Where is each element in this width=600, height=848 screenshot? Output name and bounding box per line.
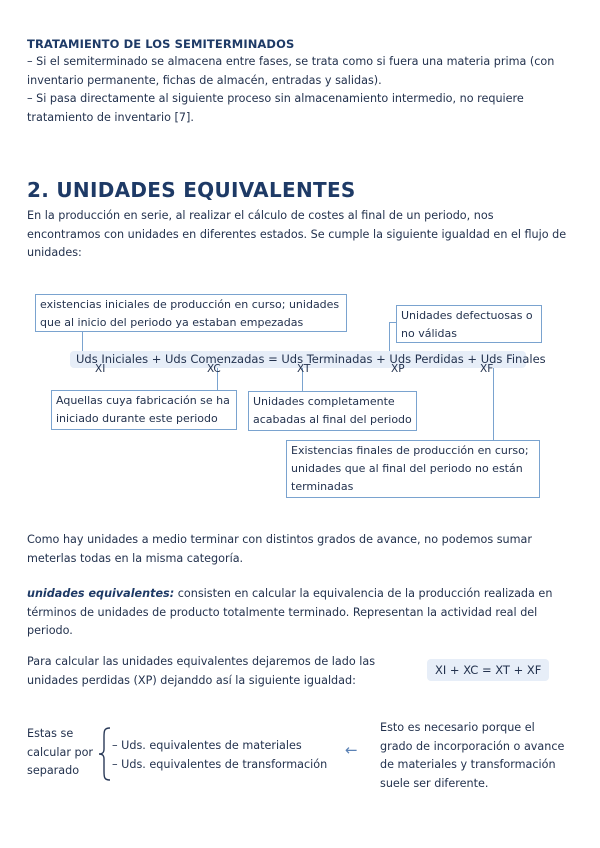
text-line: Estas se [27,727,74,740]
box-line: Unidades completamente [253,395,395,408]
box-line: que al inicio del periodo ya estaban empezadas [40,316,304,329]
definition-text: consisten en calcular la equivalencia de la producción realizada en [174,587,553,600]
bottom-items [112,737,352,774]
box-line: terminadas [291,480,354,493]
text-line: separado [27,764,80,777]
formula-box: XI + XC = XT + XF [427,659,549,681]
semiterminados-text [27,53,572,127]
arrow-left-icon: ← [345,741,358,759]
box-existencias-finales [286,440,540,498]
text-line: – Si el semiterminado se almacena entre fases, se trata como si fuera una materia prima (con [27,55,555,68]
label-xc: XC [207,363,221,375]
connector-xi [82,330,83,352]
section-heading: 2. UNIDADES EQUIVALENTES [27,178,356,202]
text-line: tratamiento de inventario [7]. [27,110,194,124]
bottom-left-label [27,725,107,781]
connector-xp [389,322,390,352]
box-line: iniciado durante este periodo [56,412,218,425]
text-line: calcular por [27,745,94,759]
box-line: Existencias finales de producción en curso; [291,444,529,457]
curly-brace-icon [98,727,112,781]
text-line: términos de unidades de producto totalmente terminado. Representan la actividad real del [27,605,538,619]
text-line: meterlas todas en la misma categoría. [27,551,244,565]
definition-keyword: unidades equivalentes: [27,587,175,600]
text-line: Para calcular las unidades equivalentes dejaremos de lado las [27,655,376,668]
box-line: existencias iniciales de producción en curso; unidades [40,298,340,311]
box-line: unidades que al final del periodo no están [291,462,523,475]
connector-xf [493,368,494,442]
label-xf: XF [480,363,494,375]
box-comenzadas [51,390,237,430]
paragraph-grados-avance [27,531,577,568]
section-intro [27,207,577,263]
text-line [27,585,577,604]
box-line: no válidas [401,327,458,340]
text-line: encontramos con unidades en diferentes estados. Se cumple la siguiente igualdad en el flujo de [27,227,567,241]
label-xp: XP [391,363,405,375]
flow-equation: Uds Iniciales + Uds Comenzadas = Uds Terminadas + Uds Perdidas + Uds Finales [70,351,526,368]
label-xi: XI [95,363,106,375]
text-line: En la producción en serie, al realizar el cálculo de costes al final de un periodo, nos [27,209,494,222]
text-line: unidades perdidas (XP) dejanddo así la siguiente igualdad: [27,673,356,687]
text-line: Esto es necesario porque el [380,721,535,734]
semiterminados-title: TRATAMIENTO DE LOS SEMITERMINADOS [27,37,295,51]
box-existencias-iniciales [35,294,347,332]
text-line: grado de incorporación o avance [380,739,565,753]
box-line: acabadas al final del periodo [253,413,412,426]
text-line: suele ser diferente. [380,776,489,790]
bottom-note [380,719,580,793]
label-xt: XT [297,363,311,375]
text-line: Como hay unidades a medio terminar con distintos grados de avance, no podemos sumar [27,533,532,546]
text-line: de materiales y transformación [380,758,556,771]
box-terminadas [248,391,417,431]
box-line: Unidades defectuosas o [401,309,533,322]
text-line: unidades: [27,246,82,259]
paragraph-definicion [27,585,577,641]
list-item: – Uds. equivalentes de transformación [112,757,328,771]
text-line: – Si pasa directamente al siguiente proceso sin almacenamiento intermedio, no requiere [27,92,524,105]
text-line: periodo. [27,624,73,637]
box-line: Aquellas cuya fabricación se ha [56,394,230,407]
paragraph-igualdad [27,653,397,690]
box-unidades-defectuosas [396,305,542,343]
list-item: – Uds. equivalentes de materiales [112,739,302,752]
text-line: inventario permanente, fichas de almacén, entradas y salidas). [27,73,382,87]
